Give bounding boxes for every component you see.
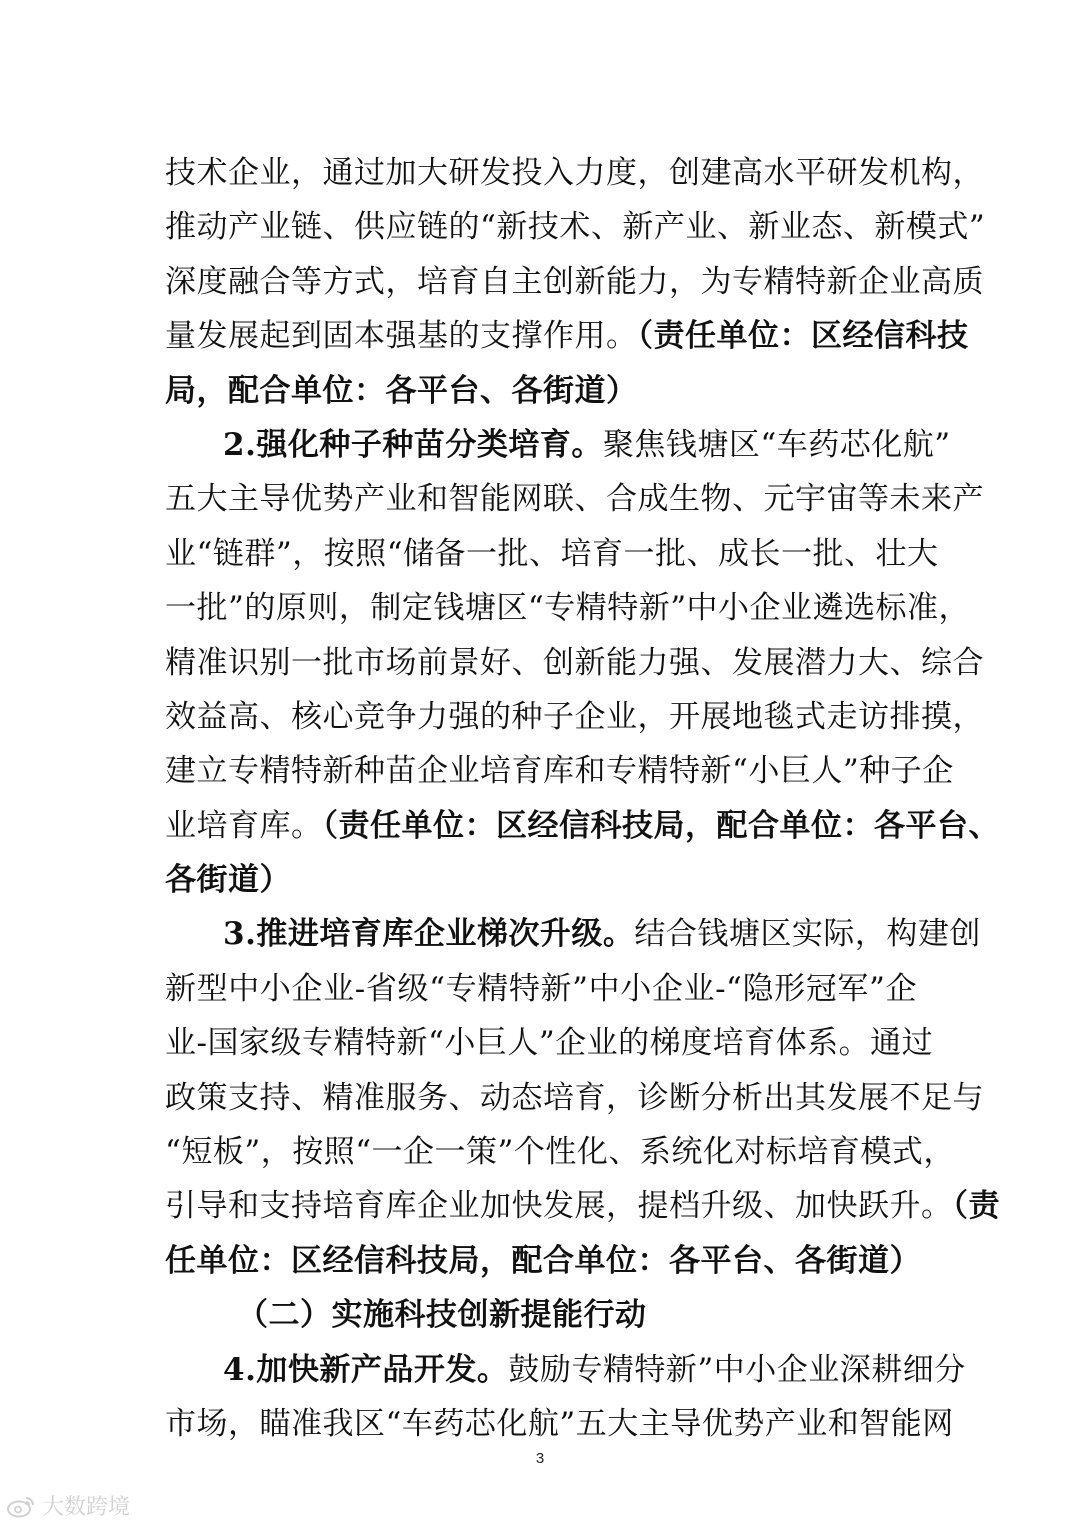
paragraph-line: 效益高、核心竞争力强的种子企业，开展地毯式走访排摸，	[165, 698, 984, 735]
paragraph-line: 2.强化种子种苗分类培育。聚焦钱塘区“车药芯化航”	[223, 426, 951, 463]
paragraph-line	[165, 364, 917, 418]
paragraph-line: 技术企业，通过加大研发投入力度，创建高水平研发机构，	[165, 155, 984, 191]
paragraph-line: 3.推进培育库企业梯次升级。结合钱塘区实际，构建创	[223, 916, 981, 953]
responsibility-note: 局，配合单位：各平台、各街道）	[165, 372, 638, 409]
paragraph-line: 4.加快新产品开发。鼓励专精特新”中小企业深耕细分	[223, 1351, 966, 1388]
paragraph-line: 一批”的原则，制定钱塘区“专精特新”中小企业遴选标准，	[165, 590, 971, 627]
paragraph-line: 政策支持、精准服务、动态培育，诊断分析出其发展不足与	[165, 1079, 984, 1116]
paragraph-line: “短板”，按照“一企一策”个性化、系统化对标培育模式，	[165, 1134, 955, 1171]
paragraph-line: 引导和支持培育库企业加快发展，提档升级、加快跃升。（责	[165, 1188, 1000, 1225]
item-heading: 2.强化种子种苗分类培育。	[223, 426, 603, 463]
watermark-text: 大数跨境	[42, 1495, 131, 1520]
paragraph-line: 业培育库。（责任单位：区经信科技局，配合单位：各平台、	[165, 807, 1000, 844]
section-heading: （二）实施科技创新提能行动	[237, 1297, 647, 1334]
page-number: 3	[535, 1450, 545, 1467]
watermark	[6, 1490, 130, 1521]
paragraph-line: 五大主导优势产业和智能网联、合成生物、元宇宙等未来产	[165, 481, 984, 518]
paragraph-line	[165, 853, 917, 907]
item-heading: 3.推进培育库企业梯次升级。	[223, 916, 635, 953]
item-heading: 4.加快新产品开发。	[223, 1351, 509, 1388]
responsibility-note: （责任单位：区经信科技局，配合单位：各平台、	[322, 807, 1000, 844]
paragraph-line	[165, 1234, 921, 1288]
paragraph-line: 建立专精特新种苗企业培育库和专精特新“小巨人”种子企	[165, 753, 954, 790]
paragraph-line: 推动产业链、供应链的“新技术、新产业、新业态、新模式”	[165, 209, 986, 246]
weibo-logo-icon	[6, 1494, 36, 1518]
responsibility-note: 各街道）	[165, 862, 291, 899]
paragraph-line: 精准识别一批市场前景好、创新能力强、发展潜力大、综合	[165, 644, 984, 681]
paragraph-line: 业-国家级专精特新“小巨人”企业的梯度培育体系。通过	[165, 1025, 934, 1062]
paragraph-line: 深度融合等方式，培育自主创新能力，为专精特新企业高质	[165, 263, 984, 300]
document-body	[165, 146, 1000, 1451]
responsibility-note: 任单位：区经信科技局，配合单位：各平台、各街道）	[165, 1242, 921, 1279]
paragraph-line: 量发展起到固本强基的支撑作用。（责任单位：区经信科技	[165, 318, 969, 355]
paragraph-line: 新型中小企业-省级“专精特新”中小企业-“隐形冠军”企	[165, 970, 917, 1007]
responsibility-note: （责任单位：区经信科技	[637, 318, 969, 355]
paragraph-line: 市场，瞄准我区“车药芯化航”五大主导优势产业和智能网	[165, 1405, 954, 1442]
paragraph-line: 业“链群”，按照“储备一批、培育一批、成长一批、壮大	[165, 535, 939, 572]
responsibility-note: （责	[952, 1188, 1000, 1225]
